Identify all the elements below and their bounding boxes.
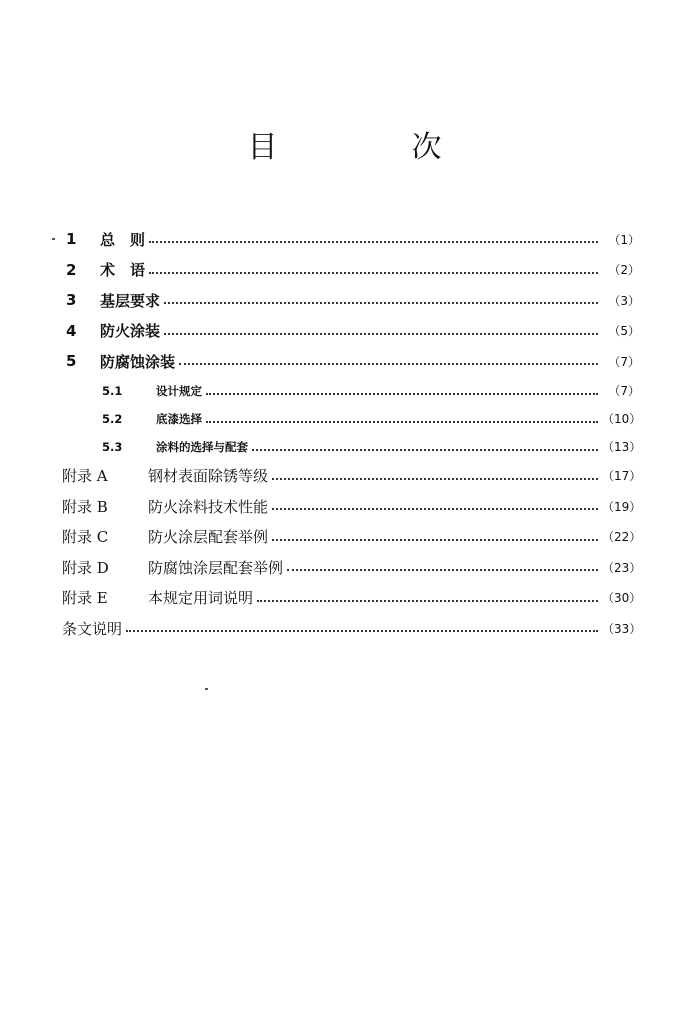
toc-label: 基层要求 [100,291,161,310]
toc-page-number: （3） [608,293,640,308]
toc-number: 附录 E [62,589,108,608]
toc-entry-2[interactable] [62,255,640,286]
table-of-contents [62,224,640,644]
toc-label: 底漆选择 [156,411,202,426]
dot-leader [126,630,598,632]
toc-number: 1 [66,230,77,249]
toc-page-number: （1） [608,232,640,247]
toc-label: 防腐蚀涂层配套举例 [148,558,284,577]
toc-page-number: （13） [602,440,642,454]
dot-leader [252,449,598,451]
toc-page-number: （23） [602,560,642,575]
toc-label: 钢材表面除锈等级 [148,467,269,486]
dot-leader [257,600,598,602]
dot-leader [272,478,598,480]
toc-page-number: （7） [608,384,640,398]
toc-entry-5[interactable] [62,346,640,377]
toc-page-number: （30） [602,591,642,606]
scan-speck [52,238,55,240]
toc-page-number: （5） [608,324,640,339]
toc-number: 附录 D [62,558,109,577]
toc-page-number: （17） [602,469,642,484]
toc-number: 附录 A [62,467,108,486]
toc-label: 涂料的选择与配套 [156,439,248,454]
toc-label: 防火涂料技术性能 [148,497,269,516]
toc-page-number: （10） [602,412,642,426]
scan-speck [205,688,208,690]
toc-label: 防火涂装 [100,322,161,341]
dot-leader [206,393,598,395]
toc-entry-4[interactable] [62,316,640,347]
toc-page-number: （2） [608,263,640,278]
toc-page-number: （33） [602,621,642,636]
toc-entry-3[interactable] [62,285,640,316]
toc-number: 5.3 [102,439,123,454]
toc-label: 设计规定 [156,383,202,398]
toc-label: 防火涂层配套举例 [148,528,269,547]
dot-leader [164,302,598,304]
toc-page-number: （19） [602,499,642,514]
toc-page-number: （22） [602,530,642,545]
toc-entry-appendix-e[interactable] [62,583,640,614]
toc-entry-appendix-d[interactable] [62,552,640,583]
dot-leader [206,421,598,423]
toc-entry-5-2[interactable] [62,405,640,433]
toc-label: 防腐蚀涂装 [100,352,176,371]
page-title: 目 次 [247,130,494,165]
dot-leader [287,569,598,571]
toc-number: 2 [66,260,77,279]
dot-leader [164,333,598,335]
toc-entry-explanatory-notes[interactable] [62,613,640,644]
toc-label: 本规定用词说明 [148,589,254,608]
toc-number: 5.1 [102,383,123,398]
toc-number: 5 [66,352,77,371]
toc-entry-appendix-c[interactable] [62,522,640,553]
toc-number: 3 [66,291,77,310]
toc-number: 4 [66,321,77,340]
toc-number: 5.2 [102,411,123,426]
toc-entry-1[interactable] [62,224,640,255]
dot-leader [149,241,598,243]
dot-leader [149,272,598,274]
toc-entry-5-3[interactable] [62,433,640,461]
dot-leader [272,539,598,541]
toc-number: 附录 B [62,497,108,516]
toc-page-number: （7） [608,354,640,369]
toc-entry-appendix-b[interactable] [62,491,640,522]
toc-entry-5-1[interactable] [62,377,640,405]
toc-label: 条文说明 [62,619,123,638]
toc-label: 术 语 [100,261,146,280]
dot-leader [179,363,598,365]
toc-entry-appendix-a[interactable] [62,461,640,492]
toc-label: 总 则 [100,230,146,249]
dot-leader [272,508,598,510]
toc-number: 附录 C [62,528,109,547]
